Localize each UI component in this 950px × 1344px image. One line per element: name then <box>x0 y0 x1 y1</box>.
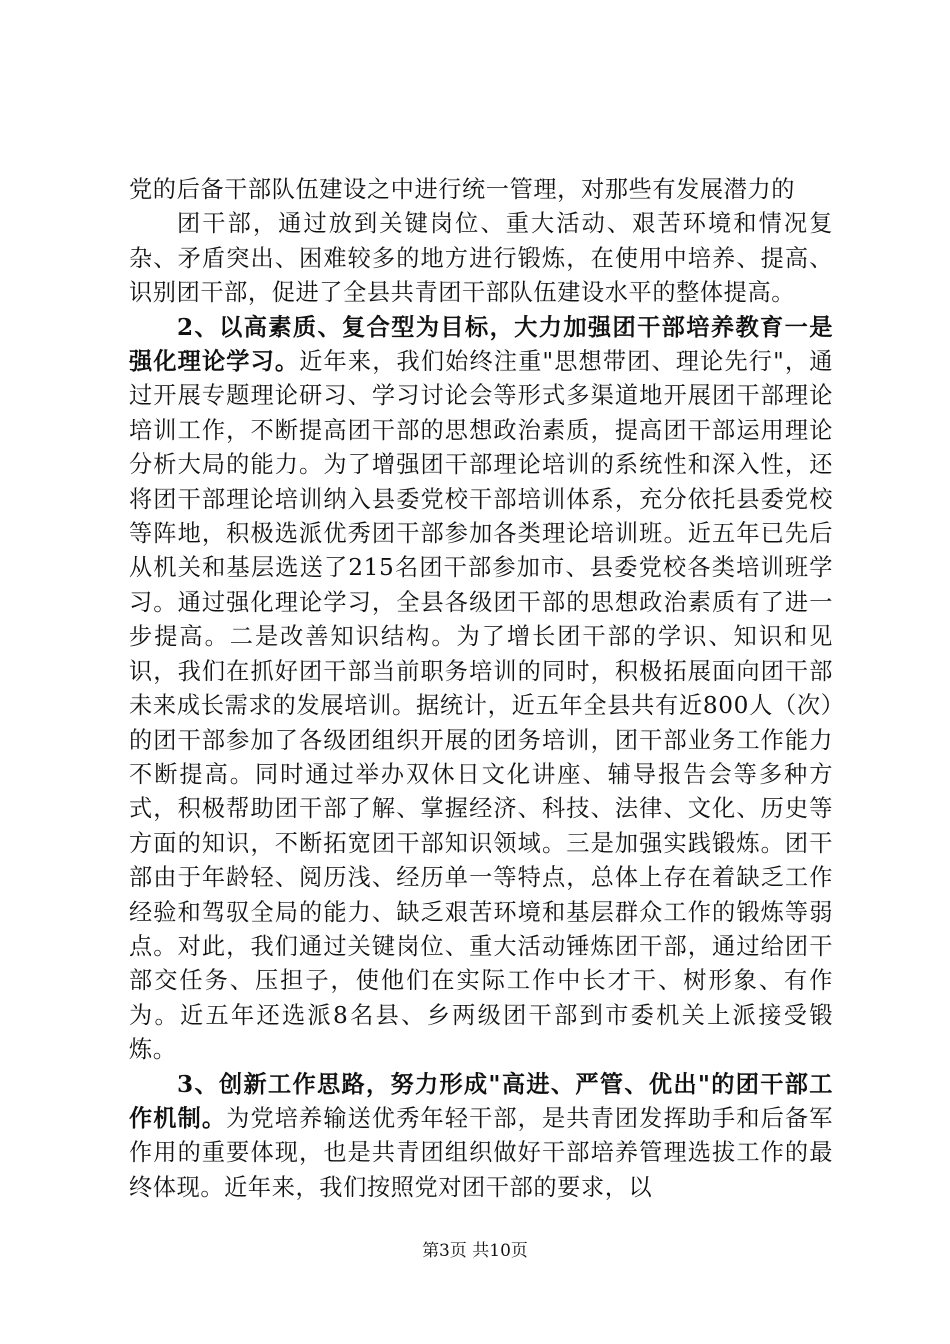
page-number-label: 第3页 共10页 <box>422 1241 528 1261</box>
paragraph-2-text: 团干部，通过放到关键岗位、重大活动、艰苦环境和情况复杂、矛盾突出、困难较多的地方进行锻炼，在使用中培养、提高、识别团干部，促进了全县共青团干部队伍建设水平的整体提高。 <box>129 210 833 307</box>
paragraph-3-text: 近年来，我们始终注重"思想带团、理论先行"，通过开展专题理论研习、学习讨论会等形式多渠道地开展团干部理论培训工作，不断提高团干部的思想政治素质，提高团干部运用理论分析大局的能力。为了增强团干部理论培训的系统性和深入性，还将团干部理论培训纳入县委党校干部培训体系，充分依托县委党校等阵地，积极选派优秀团干部参加各类理论培训班。近五年已先后从机关和基层选送了215名团干部参加市、县委党校各类培训班学习。通过强化理论学习，全县各级团干部的思想政治素质有了进一步提高。二是改善知识结构。为了增长团干部的学识、知识和见识，我们在抓好团干部当前职务培训的同时，积极拓展面向团干部未来成长需求的发展培训。据统计，近五年全县共有近800人（次）的团干部参加了各级团组织开展的团务培训，团干部业务工作能力不断提高。同时通过举办双休日文化讲座、辅导报告会等多种方式，积极帮助团干部了解、掌握经济、科技、法律、文化、历史等方面的知识，不断拓宽团干部知识领域。三是加强实践锻炼。团干部由于年龄轻、阅历浅、经历单一等特点，总体上存在着缺乏工作经验和驾驭全局的能力、缺乏艰苦环境和基层群众工作的锻炼等弱点。对此，我们通过关键岗位、重大活动锤炼团干部，通过给团干部交任务、压担子，使他们在实际工作中长才干、树形象、有作为。近五年还选派8名县、乡两级团干部到市委机关上派接受锻炼。 <box>129 348 833 1064</box>
paragraph-4 <box>129 1068 833 1206</box>
document-body <box>129 173 833 1205</box>
paragraph-4-text: 为党培养输送优秀年轻干部，是共青团发挥助手和后备军作用的重要体现，也是共青团组织做好干部培养管理选拔工作的最终体现。近年来，我们按照党对团干部的要求，以 <box>129 1104 833 1201</box>
page-footer <box>0 1240 950 1262</box>
paragraph-2 <box>129 207 833 310</box>
paragraph-4-heading: 3、创新工作思路，努力形成"高进、严管、优出"的团干部工作机制。 <box>129 1070 833 1132</box>
paragraph-3 <box>129 311 833 1068</box>
paragraph-1-text: 党的后备干部队伍建设之中进行统一管理，对那些有发展潜力的 <box>129 176 796 203</box>
paragraph-1 <box>129 173 833 207</box>
paragraph-3-heading: 2、以高素质、复合型为目标，大力加强团干部培养教育一是强化理论学习。 <box>129 313 833 376</box>
